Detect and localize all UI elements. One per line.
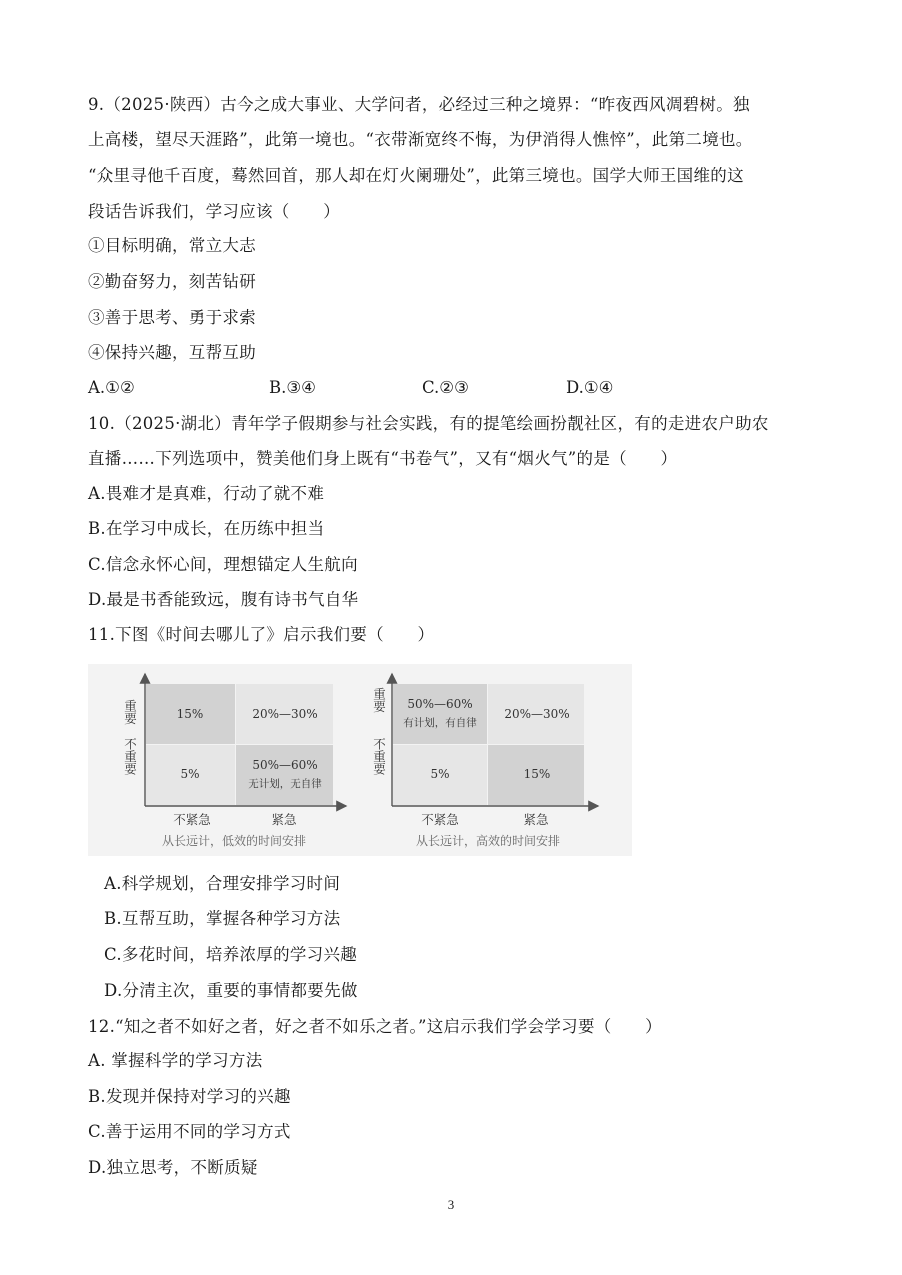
right-cell-bl-text: 5% [430,767,450,781]
right-quadrant-chart [372,674,599,848]
q9-stem-line-3: “众里寻他千百度，蓦然回首，那人却在灯火阑珊处”，此第三境也。国学大师王国维的这 [88,166,744,185]
right-y-label-unimportant: 不重要 [371,737,387,775]
left-y-label-unimportant: 不重要 [122,737,138,775]
right-cell-tr-text: 20%—30% [504,707,570,721]
left-x-label-not-urgent: 不紧急 [173,812,211,827]
right-x-label-not-urgent: 不紧急 [421,812,459,827]
q9-item-4: ④保持兴趣，互帮互助 [88,343,256,362]
left-cell-bl-text: 5% [180,767,200,781]
q11-option-c[interactable]: C.多花时间，培养浓厚的学习兴趣 [104,945,358,964]
left-caption: 从长远计，低效的时间安排 [161,834,307,848]
right-y-label-important: 重要 [371,687,387,713]
q11-option-b[interactable]: B.互帮互助，掌握各种学习方法 [104,909,341,928]
right-cell-tl-text: 50%—60% [407,697,473,711]
q9-stem-line-4: 段话告诉我们，学习应该（ ） [88,202,340,221]
q12-option-c[interactable]: C.善于运用不同的学习方式 [88,1122,291,1141]
left-cell-br-note: 无计划，无自律 [248,778,322,790]
left-y-label-important: 重要 [122,699,138,725]
left-cell-tl-text: 15% [176,707,204,721]
q12-stem: 12.“知之者不如好之者，好之者不如乐之者。”这启示我们学会学习要（ ） [88,1017,662,1036]
q11-option-a[interactable]: A.科学规划，合理安排学习时间 [104,874,341,893]
left-x-label-urgent: 紧急 [271,812,297,827]
q9-stem-line-2: 上高楼，望尽天涯路”，此第一境也。“衣带渐宽终不悔，为伊消得人憔悴”，此第二境也。 [88,130,753,149]
q9-options [88,378,788,400]
q9-item-2: ②勤奋努力，刻苦钻研 [88,272,256,291]
q10-option-d[interactable]: D.最是书香能致远，腹有诗书气自华 [88,590,359,609]
q12-option-d[interactable]: D.独立思考，不断质疑 [88,1158,258,1177]
q9-option-d[interactable]: D.①④ [566,378,614,397]
left-cell-br-text: 50%—60% [252,758,318,772]
q12-option-a[interactable]: A. 掌握科学的学习方法 [88,1051,263,1070]
left-quadrant-chart [123,674,347,848]
right-x-label-urgent: 紧急 [523,812,549,827]
q9-option-a[interactable]: A.①② [88,378,135,397]
q9-item-3: ③善于思考、勇于求索 [88,308,256,327]
q9-option-b[interactable]: B.③④ [269,378,316,397]
q9-option-c[interactable]: C.②③ [422,378,469,397]
left-cell-tr-text: 20%—30% [252,707,318,721]
time-quadrant-svg [88,664,632,856]
right-cell-tl-note: 有计划，有自律 [403,717,477,729]
time-quadrant-figure [88,664,632,856]
q9-stem-line-1: 9.（2025·陕西）古今之成大事业、大学问者，必经过三种之境界：“昨夜西风凋碧树。独 [88,95,750,114]
right-cell-br-text: 15% [523,767,551,781]
q11-stem: 11.下图《时间去哪儿了》启示我们要（ ） [88,625,435,644]
left-cell-unimportant-urgent [236,745,333,805]
q9-item-1: ①目标明确，常立大志 [88,236,256,255]
q10-option-b[interactable]: B.在学习中成长，在历练中担当 [88,519,325,538]
right-cell-important-not-urgent [393,684,487,744]
q10-option-a[interactable]: A.畏难才是真难，行动了就不难 [88,484,325,503]
q12-option-b[interactable]: B.发现并保持对学习的兴趣 [88,1087,291,1106]
q10-option-c[interactable]: C.信念永怀心间，理想锚定人生航向 [88,555,358,574]
q10-stem-line-2: 直播……下列选项中，赞美他们身上既有“书卷气”，又有“烟火气”的是（ ） [88,449,678,468]
right-caption: 从长远计，高效的时间安排 [415,834,561,848]
q11-option-d[interactable]: D.分清主次，重要的事情都要先做 [104,981,358,1000]
page-number: 3 [447,1197,455,1212]
q10-stem-line-1: 10.（2025·湖北）青年学子假期参与社会实践，有的提笔绘画扮靓社区，有的走进农户助农 [88,414,769,433]
